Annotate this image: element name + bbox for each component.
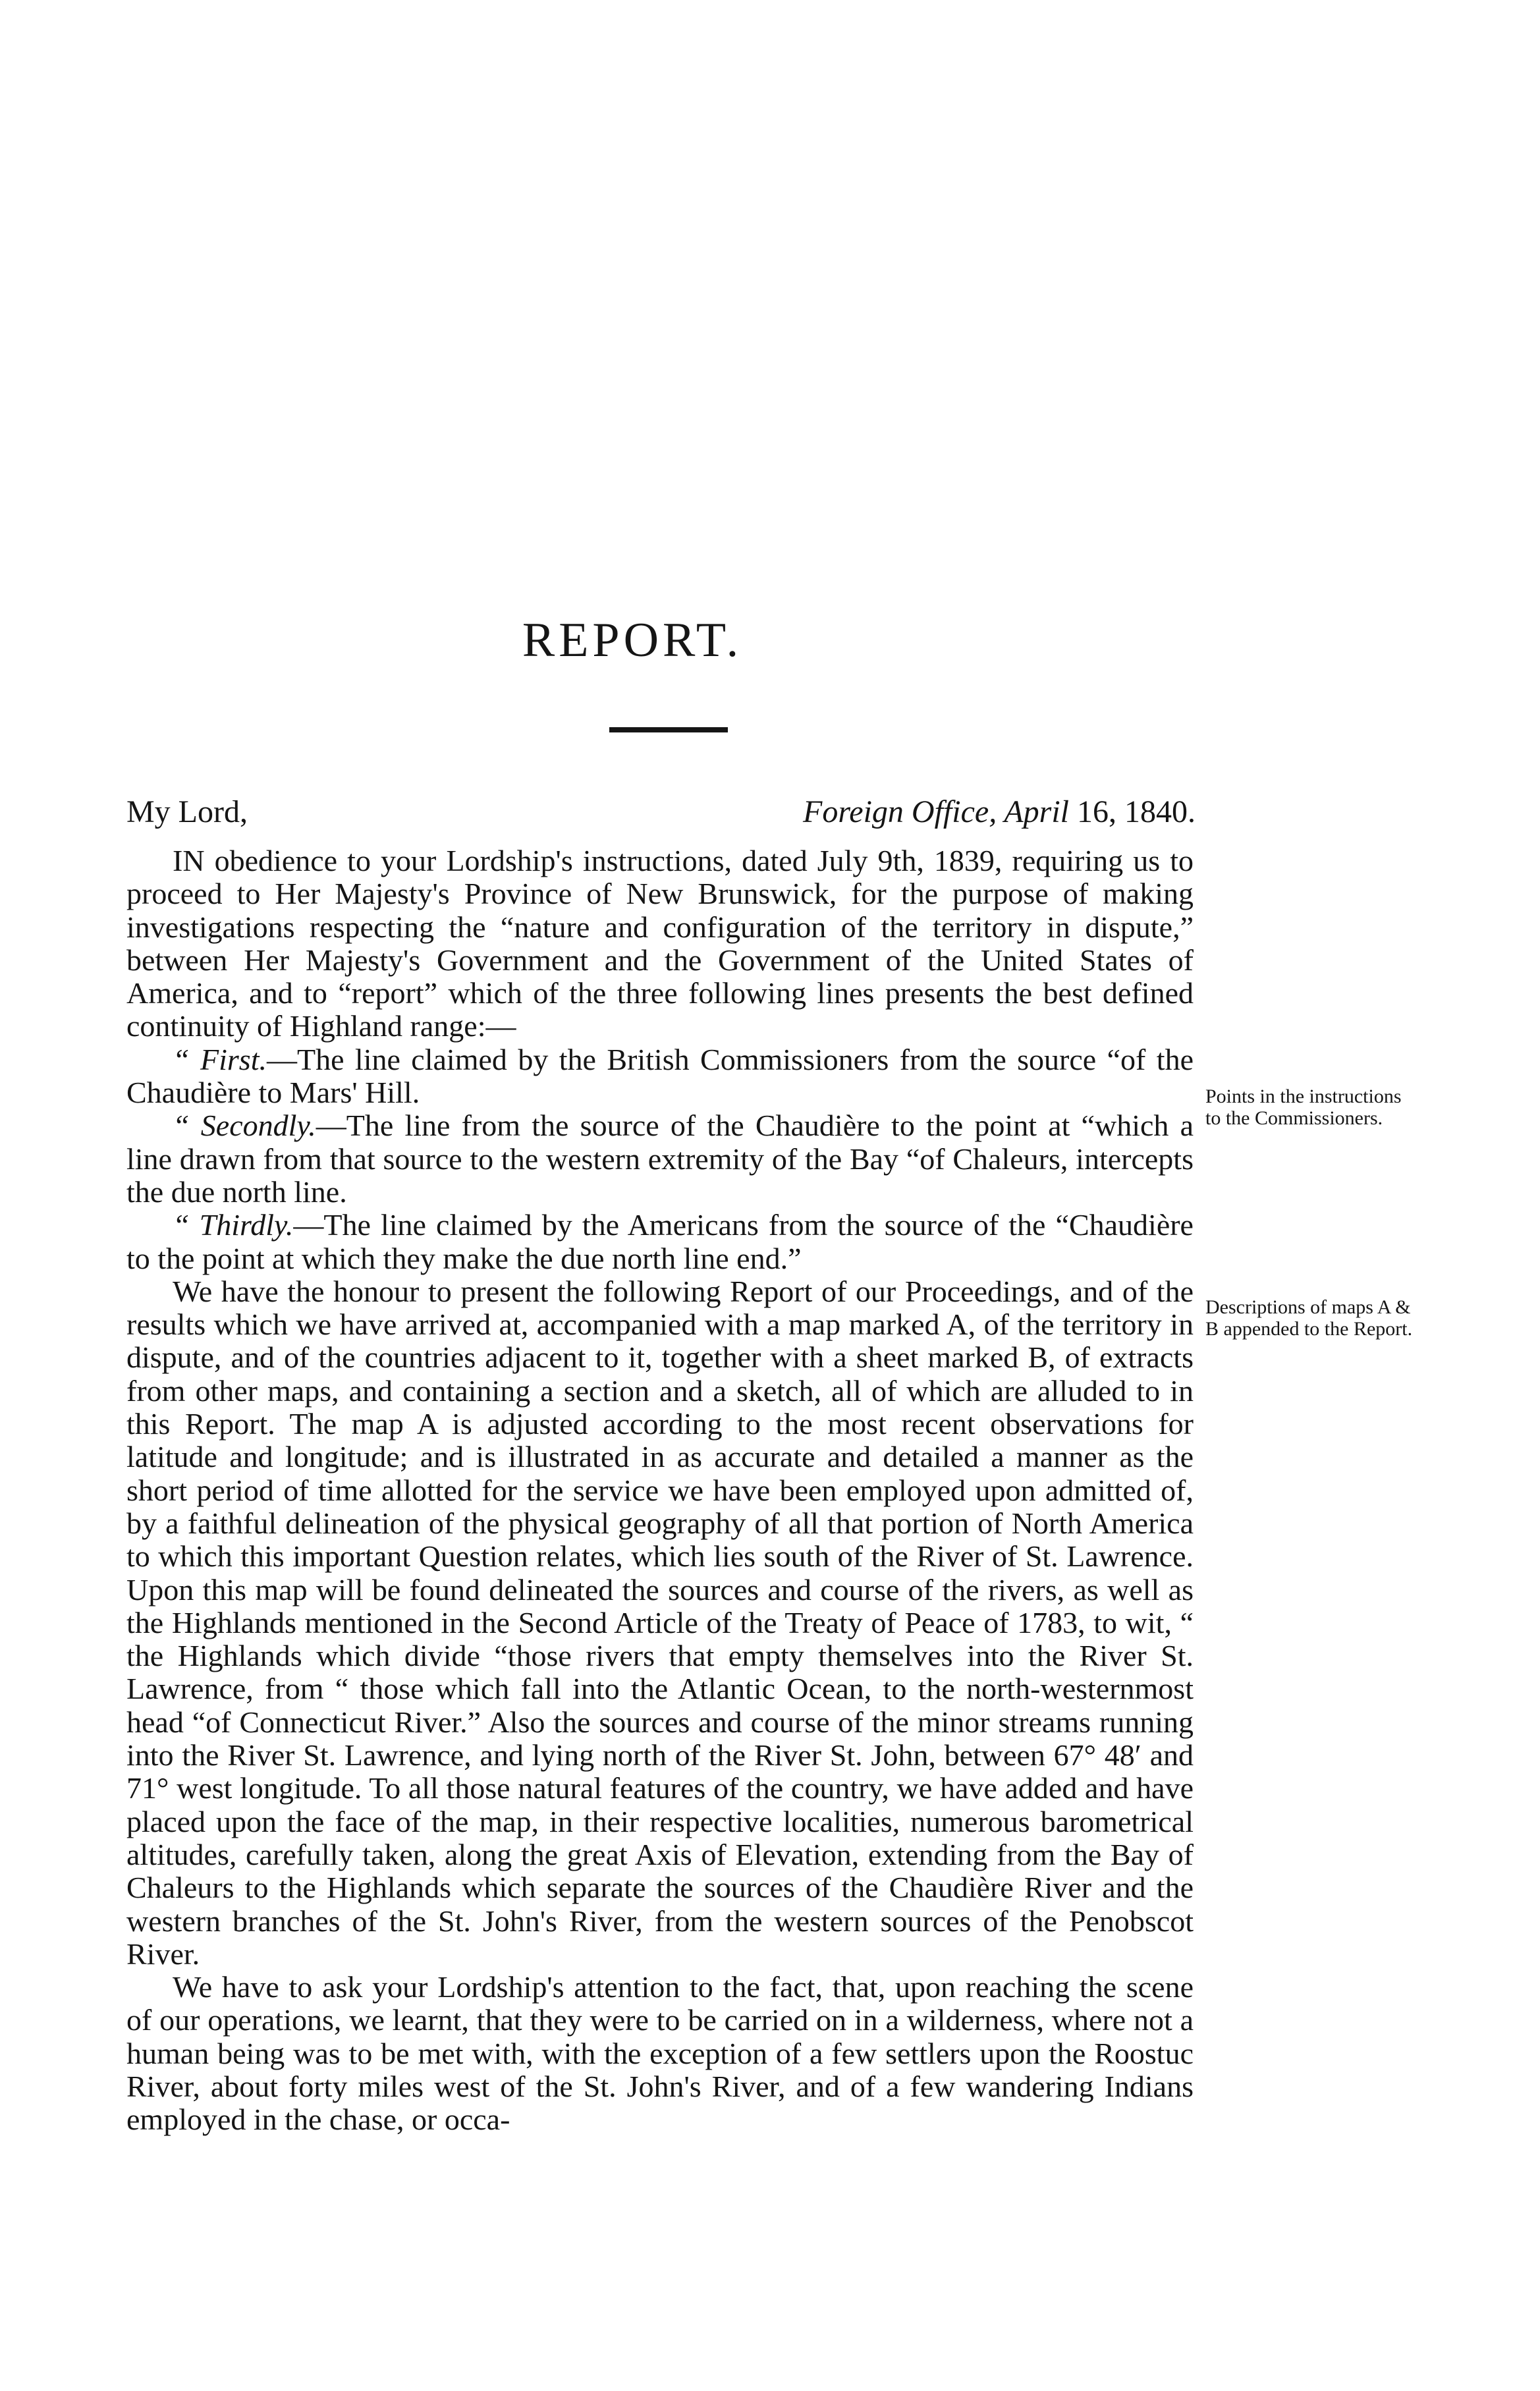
margin-note-instructions: Points in the instructions to the Commissioners. [1205, 1086, 1402, 1129]
paragraph-second-line: “ Secondly.—The line from the source of the Chaudière to the point at “which a line drawn from that source to the western extremity of the Bay “of Chaleurs, intercepts the due north line. [126, 1109, 1194, 1209]
dateline-date: 16, 1840. [1069, 794, 1196, 829]
dateline [725, 794, 1196, 830]
report-title: REPORT. [522, 613, 743, 667]
title-divider [609, 727, 728, 732]
dateline-place: Foreign Office, April [803, 794, 1069, 829]
margin-note-maps: Descriptions of maps A & B appended to the Report. [1205, 1296, 1413, 1340]
paragraph-instructions: IN obedience to your Lordship's instructions, dated July 9th, 1839, requiring us to proceed to Her Majesty's Province of New Brunswick, for the purpose of making investigations respecting the “nature and configuration of the territory in dispute,” between Her Majesty's Government and the Government of the United States of America, and to “report” which of the three following lines presents the best defined continuity of Highland range:— [126, 844, 1194, 1043]
label-secondly: “ Secondly. [173, 1109, 316, 1143]
report-body [126, 844, 1194, 2137]
label-thirdly: “ Thirdly. [173, 1208, 294, 1242]
paragraph-first-line: “ First.—The line claimed by the British Commissioners from the source “of the Chaudière to Mars' Hill. [126, 1042, 1194, 1110]
paragraph-third-line: “ Thirdly.—The line claimed by the Americans from the source of the “Chaudière to the point at which they make the due north line end.” [126, 1208, 1194, 1275]
label-first: “ First. [173, 1042, 267, 1076]
paragraph-proceedings: We have the honour to present the following Report of our Proceedings, and of the results which we have arrived at, accompanied with a map marked A, of the territory in dispute, and of the countries adjacent to it, together with a sheet marked B, of extracts from other maps, and containing a section and a sketch, all of which are alluded to in this Report. The map A is adjusted according to the most recent observations for latitude and longitude; and is illustrated in as accurate and detailed a manner as the short period of time allotted for the service we have been employed upon admitted of, by a faithful delineation of the physical geography of all that portion of North America to which this important Question relates, which lies south of the River of St. Lawrence. Upon this map will be found delineated the sources and course of the rivers, as well as the Highlands mentioned in the Second Article of the Treaty of Peace of 1783, to wit, “ the Highlands which divide “those rivers that empty themselves into the River St. Lawrence, from “ those which fall into the Atlantic Ocean, to the north-westernmost head “of Connecticut River.” Also the sources and course of the minor streams running into the River St. Lawrence, and lying north of the River St. John, between 67° 48′ and 71° west longitude. To all those natural features of the country, we have added and have placed upon the face of the map, in their respective localities, numerous barometrical altitudes, carefully taken, along the great Axis of Elevation, extending from the Bay of Chaleurs to the Highlands which separate the sources of the Chaudière River and the western branches of the St. John's River, from the western sources of the Penobscot River. [126, 1274, 1194, 1971]
paragraph-wilderness: We have to ask your Lordship's attention to the fact, that, upon reaching the scene of our operations, we learnt, that they were to be carried on in a wilderness, where not a human being was to be met with, with the exception of a few settlers upon the Roostuc River, about forty miles west of the St. John's River, and of a few wandering Indians employed in the chase, or occa- [126, 1970, 1194, 2137]
salutation: My Lord, [126, 794, 248, 829]
